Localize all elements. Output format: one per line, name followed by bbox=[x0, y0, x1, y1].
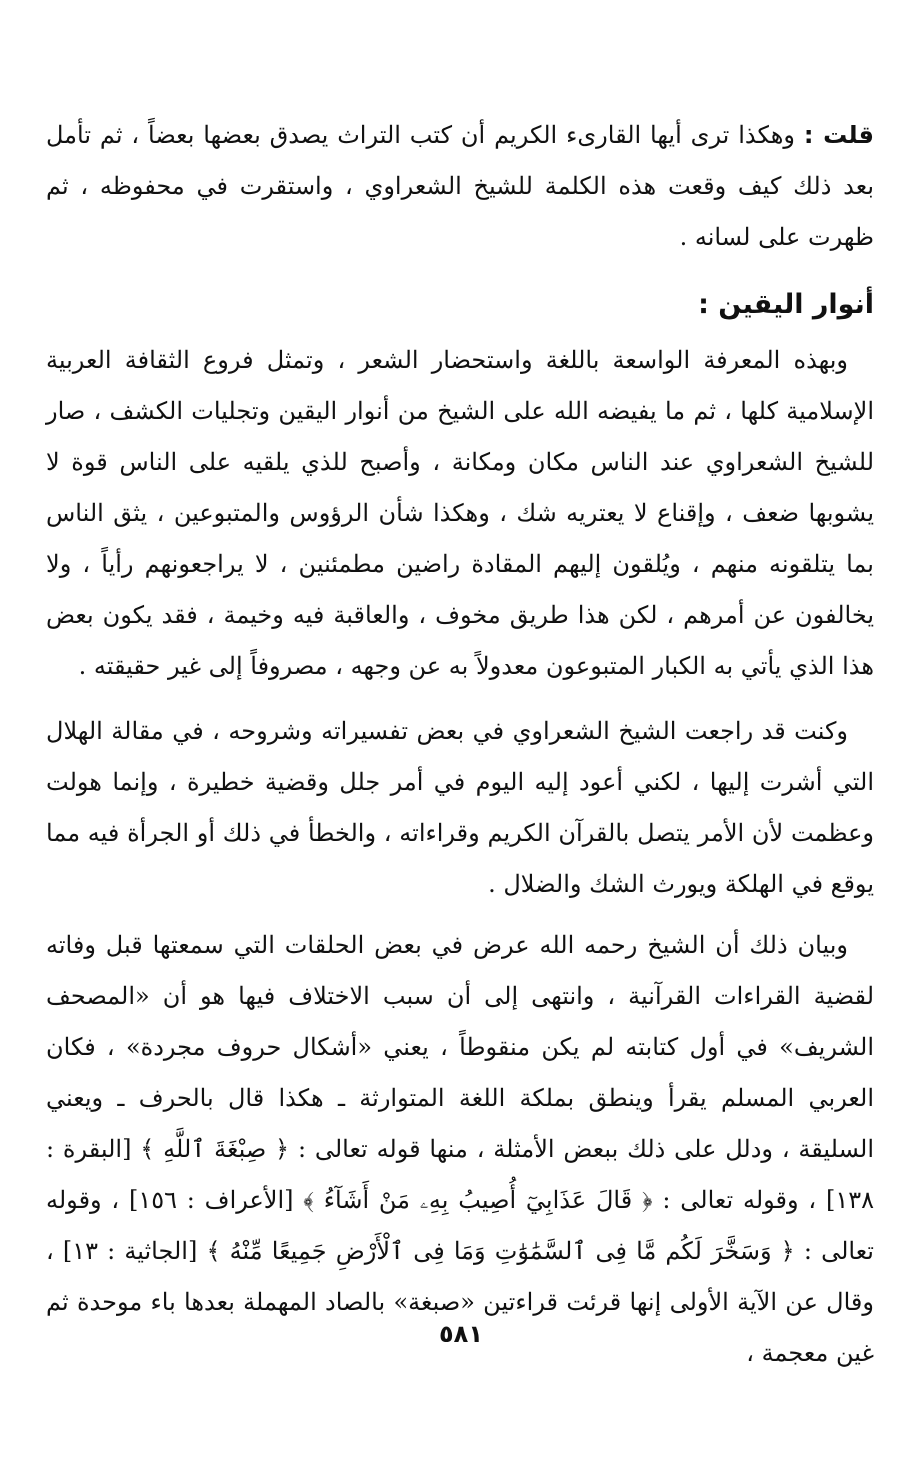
paragraph-1: وبهذه المعرفة الواسعة باللغة واستحضار الشعر ، وتمثل فروع الثقافة العربية الإسلامية كلها ، ثم ما يفيضه الله على الشيخ من أنوار اليقين وتجليات الكشف ، صار للشيخ الشعراوي عند الناس مكان ومكانة ، وأصبح للذي يلقيه على الناس قوة لا يشوبها ضعف ، وإقناع لا يعتريه شك ، وهكذا شأن الرؤوس والمتبوعين ، يثق الناس بما يتلقونه منهم ، ويُلقون إليهم المقادة راضين مطمئنين ، لا يراجعونهم رأياً ، ولا يخالفون عن أمرهم ، لكن هذا طريق مخوف ، والعاقبة فيه وخيمة ، فقد يكون بعض هذا الذي يأتي به الكبار المتبوعون معدولاً به عن وجهه ، مصروفاً إلى غير حقيقته . bbox=[46, 346, 875, 680]
page-number: ٥٨١ bbox=[439, 1320, 483, 1348]
paragraph-spacer bbox=[46, 910, 874, 920]
page-body bbox=[46, 110, 874, 1379]
intro-lead: قلت : bbox=[803, 121, 875, 149]
intro-paragraph bbox=[46, 110, 874, 263]
section-heading: أنوار اليقين : bbox=[698, 289, 874, 320]
paragraph-3: وبيان ذلك أن الشيخ رحمه الله عرض في بعض الحلقات التي سمعتها قبل وفاته لقضية القراءات القرآنية ، وانتهى إلى أن سبب الاختلاف فيها هو أن «المصحف الشريف» في أول كتابته لم يكن منقوطاً ، يعني «أشكال حروف مجردة» ، فكان العربي المسلم يقرأ وينطق بملكة اللغة المتوارثة ـ هكذا قال بالحرف ـ ويعني السليقة ، ودلل على ذلك ببعض الأمثلة ، منها قوله تعالى : ﴿ صِبْغَةَ ٱللَّهِ ﴾ [البقرة : ١٣٨] ، وقوله تعالى : ﴿ قَالَ عَذَابِيٓ أُصِيبُ بِهِۦ مَنْ أَشَآءُ ﴾ [الأعراف : ١٥٦] ، وقوله تعالى : ﴿ وَسَخَّرَ لَكُم مَّا فِى ٱلسَّمَٰوَٰتِ وَمَا فِى ٱلْأَرْضِ جَمِيعًا مِّنْهُ ﴾ [الجاثية : ١٣] ، وقال عن الآية الأولى إنها قرئت قراءتين «صبغة» بالصاد المهملة بعدها باء موحدة ثم غين معجمة ، bbox=[46, 931, 874, 1367]
intro-text: وهكذا ترى أيها القارىء الكريم أن كتب التراث يصدق بعضها بعضاً ، ثم تأمل بعد ذلك كيف وقعت هذه الكلمة للشيخ الشعراوي ، واستقرت في محفوظه ، ثم ظهرت على لسانه . bbox=[46, 121, 874, 251]
paragraph-2: وكنت قد راجعت الشيخ الشعراوي في بعض تفسيراته وشروحه ، في مقالة الهلال التي أشرت إليها ، لكني أعود إليه اليوم في أمر جلل وقضية خطيرة ، وإنما هولت وعظمت لأن الأمر يتصل بالقرآن الكريم وقراءاته ، والخطأ في ذلك أو الجرأة فيه مما يوقع في الهلكة ويورث الشك والضلال . bbox=[46, 717, 874, 898]
paragraph-spacer bbox=[46, 692, 874, 706]
